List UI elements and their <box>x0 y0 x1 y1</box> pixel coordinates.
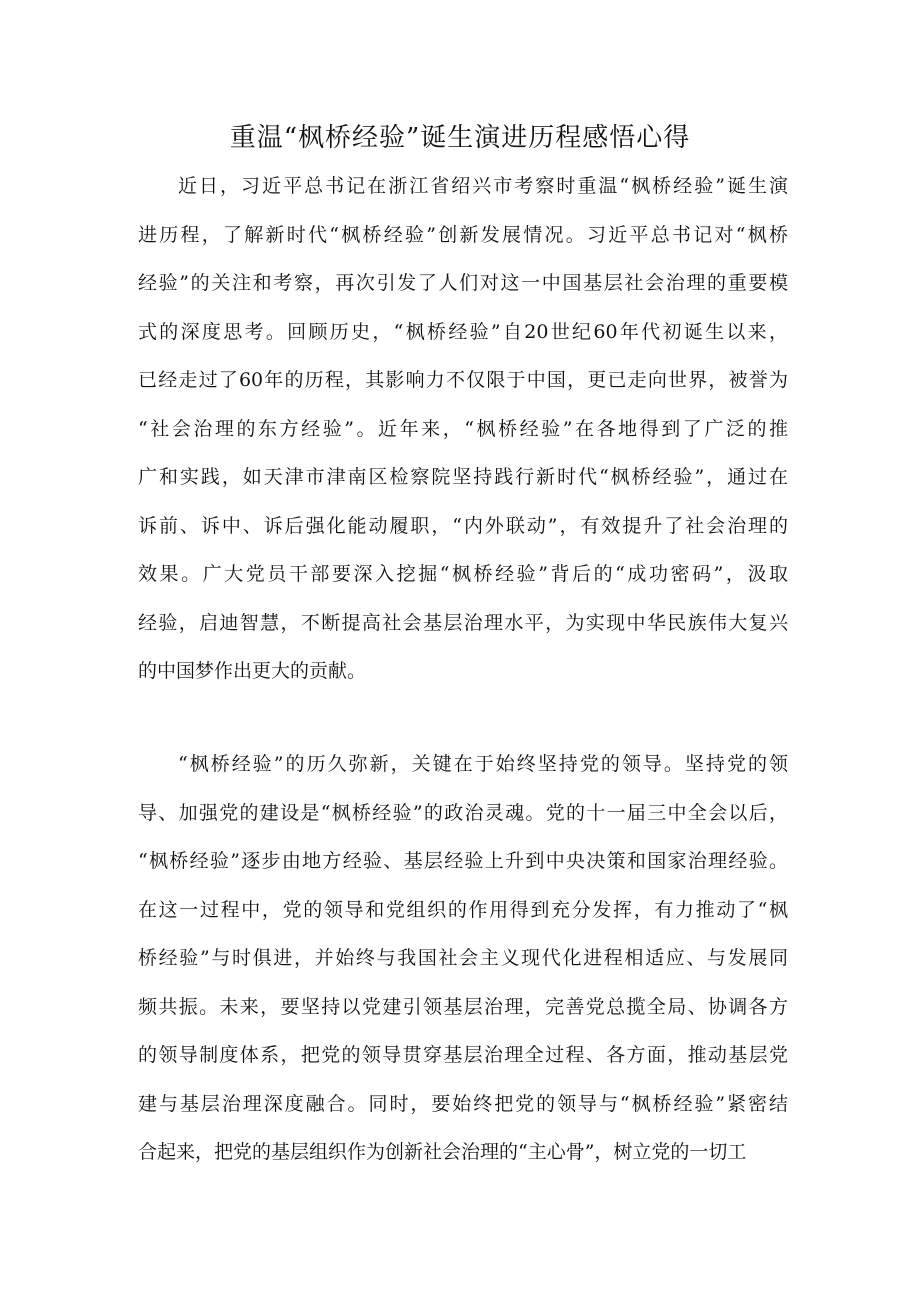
paragraph-line: 的领导制度体系，把党的领导贯穿基层治理全过程、各方面，推动基层党 <box>138 1044 788 1066</box>
paragraph-line: “枫桥经验”的历久弥新，关键在于始终坚持党的领导。坚持党的领 <box>178 753 788 775</box>
paragraph-line: 频共振。未来，要坚持以党建引领基层治理，完善党总揽全局、协调各方 <box>138 995 788 1018</box>
paragraph-line: 导、加强党的建设是“枫桥经验”的政治灵魂。党的十一届三中全会以后， <box>138 801 788 824</box>
paragraph-line: 在这一过程中，党的领导和党组织的作用得到充分发挥，有力推动了“枫 <box>138 898 788 921</box>
paragraph-line: 的中国梦作出更大的贡献。 <box>138 660 367 682</box>
document-title: 重温“枫桥经验”诞生演进历程感悟心得 <box>229 123 691 153</box>
paragraph-line: 已经走过了60年的历程，其影响力不仅限于中国，更已走向世界，被誉为 <box>138 369 788 391</box>
paragraph-party-leadership <box>138 740 788 1177</box>
paragraph-line: “社会治理的东方经验”。近年来，“枫桥经验”在各地得到了广泛的推 <box>138 417 788 440</box>
paragraph-line: 近日，习近平总书记在浙江省绍兴市考察时重温“枫桥经验”诞生演 <box>178 175 788 197</box>
paragraph-line: 经验”的关注和考察，再次引发了人们对这一中国基层社会治理的重要模 <box>138 272 788 294</box>
paragraph-line: 经验，启迪智慧，不断提高社会基层治理水平，为实现中华民族伟大复兴 <box>138 611 788 634</box>
paragraph-line: 建与基层治理深度融合。同时，要始终把党的领导与“枫桥经验”紧密结 <box>138 1092 788 1115</box>
paragraph-line: 桥经验”与时俱进，并始终与我国社会主义现代化进程相适应、与发展同 <box>138 947 788 969</box>
paragraph-line: 广和实践，如天津市津南区检察院坚持践行新时代“枫桥经验”，通过在 <box>138 466 788 488</box>
paragraph-line: 诉前、诉中、诉后强化能动履职，“内外联动”，有效提升了社会治理的 <box>138 514 788 537</box>
paragraph-line: 进历程，了解新时代“枫桥经验”创新发展情况。习近平总书记对“枫桥 <box>138 223 788 246</box>
paragraph-intro <box>138 162 788 696</box>
paragraph-line: 式的深度思考。回顾历史，“枫桥经验”自20世纪60年代初诞生以来， <box>138 320 788 343</box>
paragraph-line: 合起来，把党的基层组织作为创新社会治理的“主心骨”，树立党的一切工 <box>138 1141 747 1163</box>
paragraph-line: “枫桥经验”逐步由地方经验、基层经验上升到中央决策和国家治理经验。 <box>138 850 788 872</box>
paragraph-line: 效果。广大党员干部要深入挖掘“枫桥经验”背后的“成功密码”，汲取 <box>138 563 788 585</box>
